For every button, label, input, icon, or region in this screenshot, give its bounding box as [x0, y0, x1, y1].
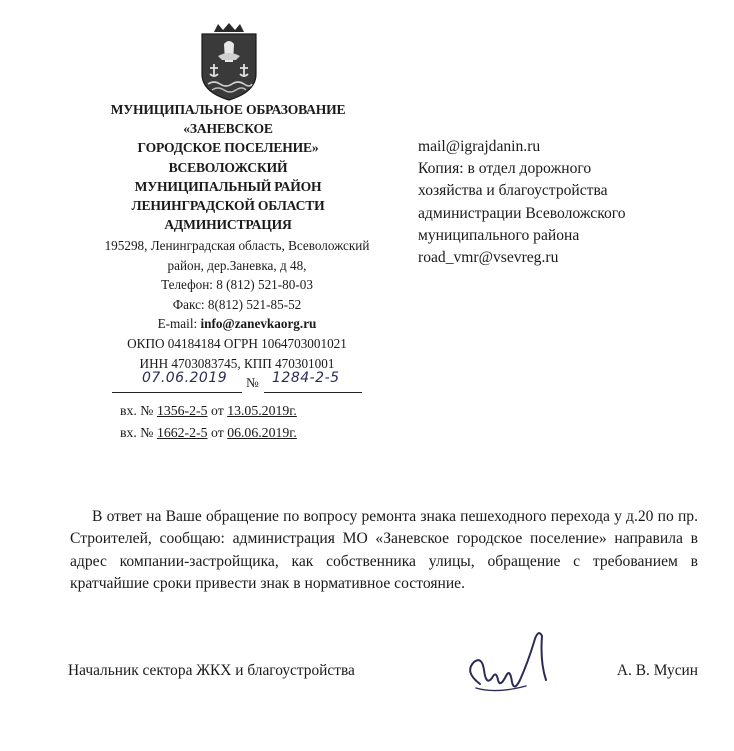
coat-of-arms-emblem — [196, 22, 262, 102]
signatory-name: А. В. Мусин — [616, 662, 698, 679]
recipient-block — [418, 136, 718, 269]
okpo-ogrn-line: ОКПО 04184184 ОГРН 1064703001021 — [127, 335, 347, 351]
org-line: АДМИНИСТРАЦИЯ — [164, 217, 292, 233]
org-line: МУНИЦИПАЛЬНОЕ ОБРАЗОВАНИЕ — [110, 102, 346, 117]
recipient-line: Копия: в отдел дорожного — [418, 160, 592, 178]
recipient-line: администрации Всеволожского — [418, 204, 626, 222]
incoming-sep: от — [207, 403, 228, 418]
recipient-email[interactable]: mail@igrajdanin.ru — [418, 138, 541, 155]
incoming-sep: от — [207, 425, 228, 440]
org-line: «ЗАНЕВСКОЕ — [183, 121, 273, 137]
registration-line — [112, 372, 364, 394]
email-label: E-mail: — [157, 316, 201, 332]
address-line-1: 195298, Ленинградская область, Всеволожский — [104, 238, 370, 253]
incoming-ref-row — [120, 400, 360, 422]
org-line: ГОРОДСКОЕ ПОСЕЛЕНИЕ» — [137, 140, 319, 156]
incoming-number: 1662-2-5 — [156, 425, 208, 440]
registration-date-handwritten: 07.06.2019 — [142, 370, 228, 386]
email-line — [78, 314, 396, 334]
org-line: ЛЕНИНГРАДСКОЙ ОБЛАСТИ — [131, 198, 325, 214]
incoming-prefix: вх. № — [120, 403, 157, 418]
inn-kpp-line: ИНН 4703083745, КПП 470301001 — [139, 355, 335, 371]
address-line-2: район, дер.Заневка, д 48, — [167, 257, 307, 273]
org-line: ВСЕВОЛОЖСКИЙ — [168, 159, 288, 175]
recipient-line: хозяйства и благоустройства — [418, 182, 608, 200]
contact-details-block — [78, 236, 396, 373]
incoming-prefix: вх. № — [120, 425, 157, 440]
incoming-references — [120, 400, 360, 444]
phone-line: Телефон: 8 (812) 521-80-03 — [161, 277, 313, 293]
recipient-copy-email[interactable]: road_vmr@vsevreg.ru — [418, 249, 559, 267]
fax-line: Факс: 8(812) 521-85-52 — [172, 296, 302, 312]
letter-body-paragraph: В ответ на Ваше обращение по вопросу ремонта знака пешеходного перехода у д.20 по пр. Строителей, сообщаю: администрация МО «Заневское городское поселение» направила в адрес компании-застройщика, как собственника улицы, обращение с требованием в кратчайшие сроки привести знак в нормативное состояние. — [70, 508, 698, 593]
registration-number-label: № — [246, 375, 259, 390]
incoming-date: 13.05.2019г. — [227, 403, 297, 418]
registration-number-handwritten: 1284-2-5 — [272, 370, 340, 386]
signature-row — [68, 660, 698, 690]
incoming-number: 1356-2-5 — [156, 403, 208, 418]
organization-name-block — [78, 100, 378, 234]
org-line: МУНИЦИПАЛЬНЫЙ РАЙОН — [134, 178, 322, 194]
recipient-line: муниципального района — [418, 226, 580, 244]
incoming-date: 06.06.2019г. — [227, 425, 297, 440]
email-link[interactable]: info@zanevkaorg.ru — [200, 316, 317, 332]
incoming-ref-row — [120, 422, 360, 444]
signatory-position: Начальник сектора ЖКХ и благоустройства — [68, 662, 355, 679]
